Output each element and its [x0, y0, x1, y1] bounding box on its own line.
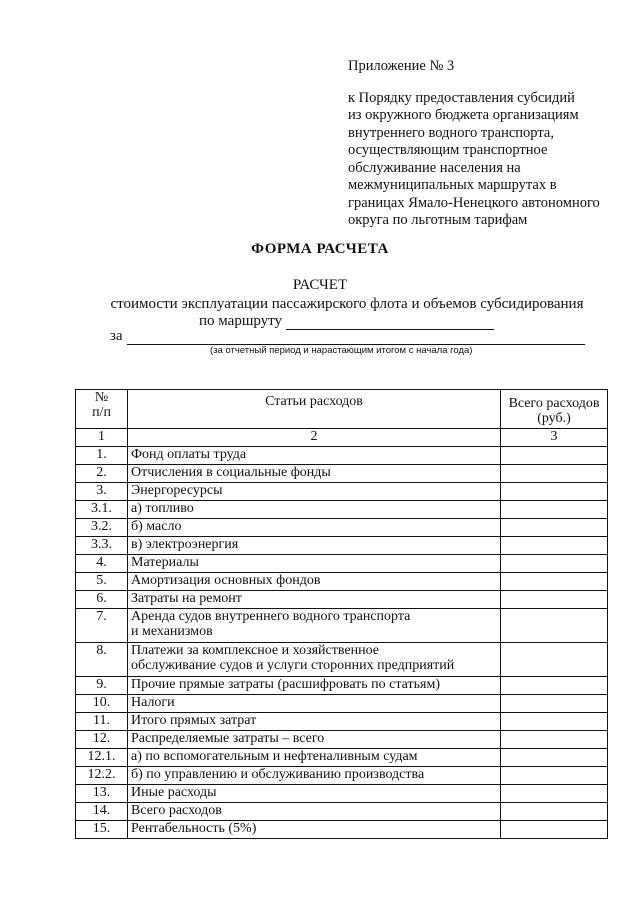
appendix-line: межмуниципальных маршрутах в: [348, 177, 557, 193]
period-blank-line: [127, 330, 585, 345]
row-item-text: Иные расходы: [131, 785, 217, 800]
row-total-cell[interactable]: [501, 643, 608, 677]
table-row: [76, 643, 608, 677]
appendix-line: к Порядку предоставления субсидий: [348, 89, 575, 106]
row-number: 6.: [76, 591, 128, 609]
row-item-text: Амортизация основных фондов: [131, 573, 321, 588]
row-item-text-line2: обслуживание судов и услуги сторонних предприятий: [131, 658, 455, 673]
row-item-text: Налоги: [131, 695, 175, 710]
row-item: [128, 803, 501, 821]
table-row: [76, 677, 608, 695]
header-total: [501, 390, 608, 429]
row-item: [128, 465, 501, 483]
appendix-line: обслуживание населения на: [348, 159, 521, 176]
header-number: [76, 390, 128, 429]
row-item-text: Аренда судов внутреннего водного транспорта: [131, 609, 411, 624]
row-item: [128, 591, 501, 609]
row-item: [128, 483, 501, 501]
appendix-line: границах Ямало-Ненецкого автономного: [348, 194, 600, 211]
row-number: 3.1.: [76, 501, 128, 519]
row-item: [128, 519, 501, 537]
row-item: [128, 767, 501, 785]
row-item-text: Итого прямых затрат: [131, 713, 257, 728]
table-row: [76, 713, 608, 731]
row-item: [128, 731, 501, 749]
row-item-text: а) по вспомогательным и нефтеналивным судам: [131, 749, 418, 764]
row-number: 12.1.: [76, 749, 128, 767]
row-number: 4.: [76, 555, 128, 573]
row-number: 9.: [76, 677, 128, 695]
row-total-cell[interactable]: [501, 677, 608, 695]
row-item-text: Всего расходов: [131, 803, 222, 818]
appendix-line: округа по льготным тарифам: [348, 212, 528, 228]
row-item: [128, 785, 501, 803]
form-title: ФОРМА РАСЧЕТА: [251, 241, 389, 257]
row-item-text: Материалы: [131, 555, 199, 570]
row-number: 8.: [76, 643, 128, 677]
column-number: 1: [76, 429, 128, 447]
header-item: Статьи расходов: [128, 390, 501, 429]
row-item-text: Прочие прямые затраты (расшифровать по статьям): [131, 677, 440, 692]
document-title: РАСЧЕТ: [292, 277, 348, 293]
column-number-row: [76, 429, 608, 447]
route-label: по маршруту: [199, 313, 283, 329]
row-total-cell[interactable]: [501, 749, 608, 767]
row-number: 10.: [76, 695, 128, 713]
row-number: 3.2.: [76, 519, 128, 537]
row-total-cell[interactable]: [501, 695, 608, 713]
row-number: 12.: [76, 731, 128, 749]
row-item-text: Отчисления в социальные фонды: [131, 465, 331, 480]
row-item: [128, 447, 501, 465]
row-item: [128, 677, 501, 695]
row-total-cell[interactable]: [501, 519, 608, 537]
table-row: [76, 821, 608, 839]
period-note: (за отчетный период и нарастающим итогом с начала года): [210, 345, 473, 356]
row-item-text: в) электроэнергия: [131, 537, 239, 552]
document-subtitle: стоимости эксплуатации пассажирского флота и объемов субсидирования: [110, 296, 584, 312]
header-number-line1: №: [94, 390, 109, 405]
row-total-cell[interactable]: [501, 501, 608, 519]
row-item: [128, 555, 501, 573]
table-row: [76, 767, 608, 785]
row-total-cell[interactable]: [501, 713, 608, 731]
row-item: [128, 501, 501, 519]
row-total-cell[interactable]: [501, 483, 608, 501]
appendix-line: внутреннего водного транспорта,: [348, 124, 554, 141]
table-row: [76, 749, 608, 767]
row-number: 3.: [76, 483, 128, 501]
header-total-line2: (руб.): [537, 411, 571, 426]
row-total-cell[interactable]: [501, 821, 608, 839]
row-total-cell[interactable]: [501, 767, 608, 785]
row-total-cell[interactable]: [501, 609, 608, 643]
appendix-line: осуществляющим транспортное: [348, 142, 548, 158]
row-total-cell[interactable]: [501, 555, 608, 573]
row-total-cell[interactable]: [501, 447, 608, 465]
row-number: 5.: [76, 573, 128, 591]
row-item-text: Затраты на ремонт: [131, 591, 242, 606]
row-item: [128, 537, 501, 555]
table-row: [76, 609, 608, 643]
row-number: 14.: [76, 803, 128, 821]
row-number: 13.: [76, 785, 128, 803]
table-row: [76, 803, 608, 821]
table-row: [76, 465, 608, 483]
row-total-cell[interactable]: [501, 785, 608, 803]
row-item: [128, 609, 501, 643]
row-item-text: Распределяемые затраты – всего: [131, 731, 325, 746]
row-item: [128, 573, 501, 591]
row-item-text: б) масло: [131, 519, 182, 534]
row-number: 7.: [76, 609, 128, 643]
table-row: [76, 447, 608, 465]
header-total-line1: Всего расходов: [508, 396, 600, 411]
row-total-cell[interactable]: [501, 465, 608, 483]
table-row: [76, 483, 608, 501]
row-total-cell[interactable]: [501, 591, 608, 609]
table-header-row: [76, 390, 608, 429]
row-item: [128, 821, 501, 839]
row-item: [128, 749, 501, 767]
appendix-block: [348, 58, 628, 230]
row-item: [128, 643, 501, 677]
row-number: 3.3.: [76, 537, 128, 555]
row-item-text: Рентабельность (5%): [131, 821, 257, 836]
row-item-text: Фонд оплаты труда: [131, 447, 247, 462]
column-number: 3: [501, 429, 608, 447]
row-total-cell[interactable]: [501, 537, 608, 555]
table-row: [76, 785, 608, 803]
header-number-line2: п/п: [92, 405, 111, 420]
period-field: [110, 328, 585, 345]
appendix-number: Приложение № 3: [348, 58, 455, 74]
table-row: [76, 555, 608, 573]
row-item: [128, 695, 501, 713]
expense-table: [75, 389, 608, 839]
column-number: 2: [128, 429, 501, 447]
row-number: 1.: [76, 447, 128, 465]
row-number: 15.: [76, 821, 128, 839]
table-row: [76, 695, 608, 713]
row-total-cell[interactable]: [501, 803, 608, 821]
row-item-text: а) топливо: [131, 501, 194, 516]
row-number: 11.: [76, 713, 128, 731]
row-item-text: Энергоресурсы: [131, 483, 223, 498]
row-number: 2.: [76, 465, 128, 483]
appendix-line: из окружного бюджета организациям: [348, 107, 579, 123]
row-item-text: Платежи за комплексное и хозяйственное: [131, 643, 379, 658]
table-row: [76, 731, 608, 749]
table-row: [76, 519, 608, 537]
table-row: [76, 537, 608, 555]
table-row: [76, 573, 608, 591]
row-item-text-line2: и механизмов: [131, 624, 213, 639]
row-total-cell[interactable]: [501, 731, 608, 749]
row-item-text: б) по управлению и обслуживанию производства: [131, 767, 425, 782]
row-number: 12.2.: [76, 767, 128, 785]
row-total-cell[interactable]: [501, 573, 608, 591]
period-label: за: [110, 328, 123, 344]
table-body: [76, 447, 608, 839]
row-item: [128, 713, 501, 731]
table-row: [76, 501, 608, 519]
table-row: [76, 591, 608, 609]
